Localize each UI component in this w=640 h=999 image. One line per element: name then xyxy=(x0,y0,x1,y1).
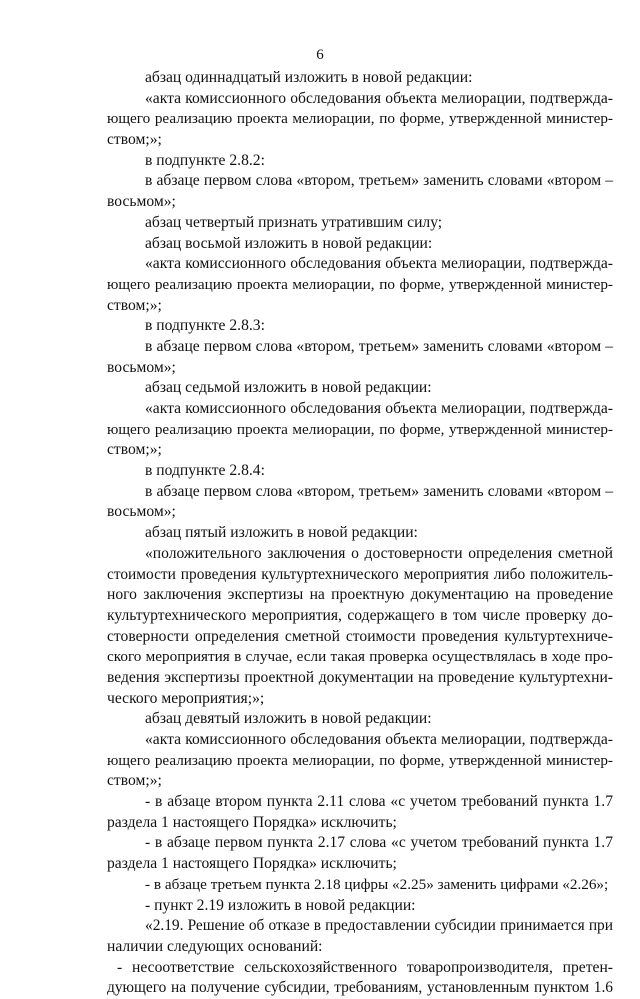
text-line: «положительного заключения о достоверности определения сметной xyxy=(145,544,613,562)
text-line: «акта комиссионного обследования объекта мелиорации, подтвержда- xyxy=(145,255,613,273)
text-line: культуртехнического мероприятия, содержащего в том числе проверку до- xyxy=(107,606,613,624)
text-line: восьмом»; xyxy=(107,358,176,376)
text-line: - в абзаце первом пункта 2.17 слова «с учетом требований пункта 1.7 xyxy=(145,834,613,852)
text-line: «2.19. Решение об отказе в предоставлении субсидии принимается при xyxy=(145,917,613,935)
text-line: дующего на получение субсидии, требованиям, установленным пунктом 1.6 xyxy=(107,979,613,997)
text-line: «акта комиссионного обследования объекта мелиорации, подтвержда- xyxy=(145,89,613,107)
text-line: ством;»; xyxy=(107,296,162,314)
text-line: раздела 1 настоящего Порядка» исключить; xyxy=(107,855,397,873)
text-line: «акта комиссионного обследования объекта мелиорации, подтвержда- xyxy=(145,731,613,748)
page-number: 6 xyxy=(316,47,324,63)
text-line: ством;»; xyxy=(107,441,162,459)
text-line: ющего реализацию проекта мелиорации, по форме, утвержденной министер- xyxy=(107,275,613,293)
text-line: - пункт 2.19 изложить в новой редакции: xyxy=(145,896,416,914)
text-line: абзац седьмой изложить в новой редакции: xyxy=(145,379,432,397)
text-line: ющего реализацию проекта мелиорации, по форме, утвержденной министер- xyxy=(107,420,613,438)
text-line: восьмом»; xyxy=(107,193,176,211)
text-line: в подпункте 2.8.3: xyxy=(145,317,265,335)
text-line: восьмом»; xyxy=(107,503,176,521)
text-line: раздела 1 настоящего Порядка» исключить; xyxy=(107,813,397,831)
text-line: ством;»; xyxy=(107,772,162,790)
text-line: в абзаце первом слова «втором, третьем» заменить словами «втором – xyxy=(145,172,613,190)
text-line: абзац пятый изложить в новой редакции: xyxy=(145,524,418,542)
text-line: - несоответствие сельскохозяйственного товаропроизводителя, претен- xyxy=(117,958,613,976)
text-line: абзац четвертый признать утратившим силу; xyxy=(145,213,443,231)
text-line: ческого мероприятия;»; xyxy=(107,689,265,707)
text-line: ского мероприятия в случае, если такая проверка осуществлялась в ходе про- xyxy=(107,648,613,666)
text-line: абзац восьмой изложить в новой редакции: xyxy=(145,234,433,252)
text-line: в абзаце первом слова «втором, третьем» заменить словами «втором – xyxy=(145,482,613,500)
text-line: ведения экспертизы проектной документации на проведение культуртехни- xyxy=(107,668,613,686)
text-line: стоверности определения сметной стоимости проведения культуртехниче- xyxy=(107,627,613,645)
text-line: в подпункте 2.8.4: xyxy=(145,462,265,480)
text-line: стоимости проведения культуртехнического мероприятия либо положитель- xyxy=(107,565,613,583)
text-line: «акта комиссионного обследования объекта мелиорации, подтвержда- xyxy=(145,400,613,417)
document-body xyxy=(107,68,613,999)
text-line: ством;»; xyxy=(107,131,162,149)
text-line: абзац одиннадцатый изложить в новой редакции: xyxy=(145,69,473,86)
text-line: ного заключения экспертизы на проектную документацию на проведение xyxy=(107,586,613,604)
text-line: в подпункте 2.8.2: xyxy=(145,151,265,169)
text-line: - в абзаце третьем пункта 2.18 цифры «2.25» заменить цифрами «2.26»; xyxy=(145,875,609,893)
text-line: ющего реализацию проекта мелиорации, по форме, утвержденной министер- xyxy=(107,751,613,769)
text-line: абзац девятый изложить в новой редакции: xyxy=(145,710,432,728)
text-line: ющего реализацию проекта мелиорации, по форме, утвержденной министер- xyxy=(107,110,613,128)
text-line: в абзаце первом слова «втором, третьем» заменить словами «втором – xyxy=(145,337,613,355)
text-line: наличии следующих оснований: xyxy=(107,937,323,955)
text-line: - в абзаце втором пункта 2.11 слова «с учетом требований пункта 1.7 xyxy=(145,793,613,811)
